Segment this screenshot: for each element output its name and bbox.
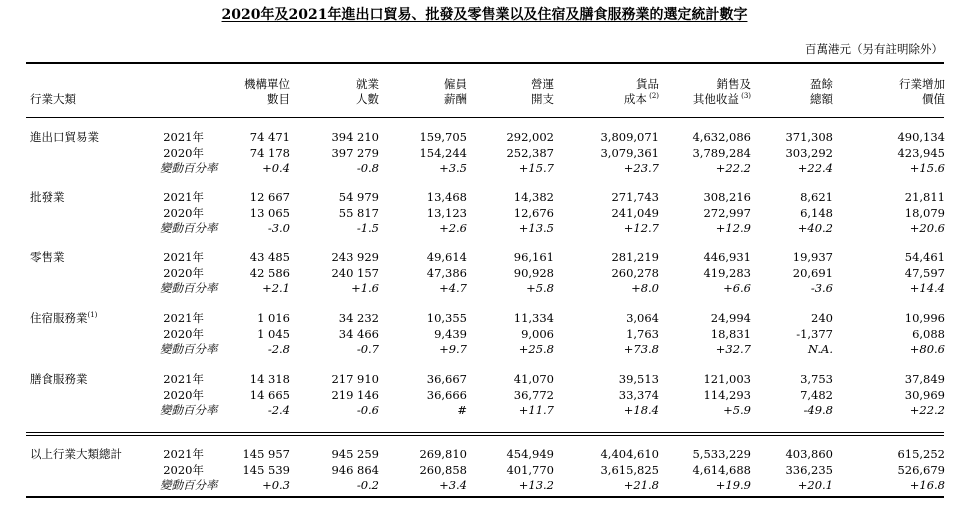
table-cell: +5.9: [723, 403, 751, 417]
column-header-line2: 價值: [922, 92, 945, 106]
table-cell: 260,278: [611, 265, 659, 280]
table-cell: 55 817: [338, 205, 379, 220]
bottom-rule: [26, 496, 944, 498]
table-cell: +2.6: [439, 221, 467, 235]
table-cell: -0.8: [356, 161, 379, 175]
row-label-year: 2021年: [163, 447, 204, 461]
table-cell: 33,374: [618, 387, 659, 402]
table-cell: 272,997: [703, 205, 751, 220]
column-header-line2: 成本 $^{(2)}$: [623, 92, 659, 106]
column-header-footnote: (2): [646, 92, 659, 101]
table-cell: +12.9: [715, 221, 751, 235]
column-header-7: [743, 77, 833, 107]
table-cell: +3.5: [439, 161, 467, 175]
table-cell: 260,858: [419, 462, 467, 477]
table-cell: +12.7: [623, 221, 659, 235]
table-cell: 3,064: [626, 311, 659, 325]
column-header-line2: 人數: [356, 92, 379, 106]
row-label-year: 2020年: [163, 145, 204, 160]
table-cell: 14 665: [249, 387, 290, 402]
column-header-5: [569, 77, 659, 107]
table-cell: 4,404,610: [600, 447, 659, 461]
industry-label: 住宿服務業$^{(1)}$: [30, 311, 98, 325]
table-cell: 240: [811, 311, 833, 325]
table-cell: 34 466: [338, 326, 379, 341]
table-cell: 42 586: [249, 265, 290, 280]
industry-label: 膳食服務業: [30, 372, 88, 386]
table-cell: +0.4: [262, 161, 290, 175]
column-header-line1: 就業: [356, 77, 379, 91]
table-cell: 18,831: [710, 326, 751, 341]
table-cell: 159,705: [419, 130, 467, 144]
table-cell: 13 065: [249, 205, 290, 220]
column-header-2: [289, 77, 379, 107]
row-label-percent-change: 變動百分率: [160, 281, 218, 295]
table-cell: +14.4: [909, 281, 945, 295]
table-cell: 615,252: [897, 447, 945, 461]
table-cell: +4.7: [439, 281, 467, 295]
column-header-line1: 機構單位: [244, 77, 290, 91]
table-cell: 945 259: [331, 447, 379, 461]
row-label-percent-change: 變動百分率: [160, 342, 218, 356]
column-header-line2: 其他收益 $^{(3)}$: [692, 92, 751, 106]
table-cell: +32.7: [715, 342, 751, 356]
table-cell: 21,811: [904, 190, 945, 204]
table-cell: +8.0: [631, 281, 659, 295]
industry-label: 批發業: [30, 190, 65, 204]
table-cell: 292,002: [506, 130, 554, 144]
table-cell: +19.9: [715, 478, 751, 492]
table-cell: +1.6: [351, 281, 379, 295]
industry-footnote: (1): [87, 311, 98, 320]
table-cell: +23.7: [623, 161, 659, 175]
table-cell: 336,235: [785, 462, 833, 477]
table-cell: 1 016: [257, 311, 290, 325]
row-label-year: 2020年: [163, 387, 204, 402]
table-cell: +11.7: [518, 403, 554, 417]
table-cell: +15.6: [909, 161, 945, 175]
table-cell: +22.2: [715, 161, 751, 175]
column-header-line2: 總額: [810, 92, 833, 106]
table-cell: 7,482: [800, 387, 833, 402]
table-cell: 24,994: [710, 311, 751, 325]
table-cell: 49,614: [426, 250, 467, 264]
table-cell: 20,691: [792, 265, 833, 280]
table-cell: 8,621: [800, 190, 833, 204]
table-cell: +25.8: [518, 342, 554, 356]
table-cell: +73.8: [623, 342, 659, 356]
table-cell: +0.3: [262, 478, 290, 492]
table-cell: 401,770: [506, 462, 554, 477]
row-label-year: 2021年: [163, 250, 204, 264]
table-cell: 39,513: [618, 372, 659, 386]
table-cell: +40.2: [797, 221, 833, 235]
table-cell: 121,003: [703, 372, 751, 386]
table-cell: -2.8: [267, 342, 290, 356]
table-cell: 394 210: [331, 130, 379, 144]
column-header-line1: 貨品: [636, 77, 659, 91]
table-cell: +20.1: [797, 478, 833, 492]
table-cell: 419,283: [703, 265, 751, 280]
table-cell: 4,614,688: [692, 462, 751, 477]
table-cell: +13.2: [518, 478, 554, 492]
table-cell: +18.4: [623, 403, 659, 417]
table-cell: +20.6: [909, 221, 945, 235]
column-header-line2: 數目: [267, 92, 290, 106]
table-cell: 371,308: [785, 130, 833, 144]
table-cell: 10,355: [426, 311, 467, 325]
table-cell: -3.0: [267, 221, 290, 235]
table-cell: 1,763: [626, 326, 659, 341]
table-cell: 47,386: [426, 265, 467, 280]
table-cell: 36,772: [513, 387, 554, 402]
row-label-percent-change: 變動百分率: [160, 403, 218, 417]
column-header-line2: 薪酬: [444, 92, 467, 106]
table-cell: 43 485: [249, 250, 290, 264]
table-cell: 5,533,229: [692, 447, 751, 461]
table-cell: -49.8: [803, 403, 833, 417]
row-label-year: 2021年: [163, 130, 204, 144]
table-cell: 74 178: [249, 145, 290, 160]
row-label-year: 2021年: [163, 311, 204, 325]
industry-label: 以上行業大類總計: [30, 447, 122, 461]
table-cell: 308,216: [703, 190, 751, 204]
table-cell: 281,219: [611, 250, 659, 264]
table-cell: 10,996: [904, 311, 945, 325]
table-cell: -0.2: [356, 478, 379, 492]
table-cell: 14,382: [513, 190, 554, 204]
table-cell: 19,937: [792, 250, 833, 264]
column-header-line2: 開支: [531, 92, 554, 106]
row-label-year: 2020年: [163, 462, 204, 477]
table-cell: 240 157: [331, 265, 379, 280]
table-cell: 18,079: [904, 205, 945, 220]
row-label-year: 2021年: [163, 190, 204, 204]
table-cell: -2.4: [267, 403, 290, 417]
row-label-percent-change: 變動百分率: [160, 221, 218, 235]
table-cell: 6,148: [800, 205, 833, 220]
industry-label: 零售業: [30, 250, 65, 264]
column-header-line1: 僱員: [444, 77, 467, 91]
table-cell: 3,079,361: [600, 145, 659, 160]
table-cell: +2.1: [262, 281, 290, 295]
table-cell: +3.4: [439, 478, 467, 492]
table-cell: 3,615,825: [600, 462, 659, 477]
table-cell: 269,810: [419, 447, 467, 461]
column-header-4: [464, 77, 554, 107]
table-cell: 154,244: [419, 145, 467, 160]
table-cell: 34 232: [338, 311, 379, 325]
unit-note: 百萬港元（另有註明除外）: [805, 42, 943, 56]
table-title: 2020年及2021年進出口貿易、批發及零售業以及住宿及膳食服務業的選定統計數字: [221, 7, 748, 23]
row-label-year: 2021年: [163, 372, 204, 386]
table-cell: 145 957: [242, 447, 290, 461]
table-cell: +9.7: [439, 342, 467, 356]
column-header-8: [855, 77, 945, 107]
table-cell: +13.5: [518, 221, 554, 235]
table-cell: +6.6: [723, 281, 751, 295]
table-cell: 271,743: [611, 190, 659, 204]
header-industry: 行業大類: [30, 92, 76, 106]
table-cell: 47,597: [904, 265, 945, 280]
table-cell: +5.8: [526, 281, 554, 295]
table-cell: 6,088: [912, 326, 945, 341]
table-cell: 219 146: [331, 387, 379, 402]
table-cell: 12,676: [513, 205, 554, 220]
column-header-line1: 行業增加: [899, 77, 945, 91]
table-cell: 13,468: [426, 190, 467, 204]
row-label-percent-change: 變動百分率: [160, 161, 218, 175]
table-cell: 12 667: [249, 190, 290, 204]
table-cell: +22.2: [909, 403, 945, 417]
table-cell: 30,969: [904, 387, 945, 402]
table-cell: 241,049: [611, 205, 659, 220]
table-cell: 74 471: [249, 130, 290, 144]
industry-label: 進出口貿易業: [30, 130, 99, 144]
table-cell: 490,134: [897, 130, 945, 144]
total-separator-rule-2: [26, 435, 944, 436]
top-rule: [26, 62, 944, 64]
table-cell: 54,461: [904, 250, 945, 264]
table-cell: 114,293: [703, 387, 751, 402]
column-header-line1: 銷售及: [716, 77, 751, 91]
row-label-year: 2020年: [163, 326, 204, 341]
table-cell: 3,753: [800, 372, 833, 386]
table-cell: N.A.: [808, 342, 833, 356]
table-cell: 217 910: [331, 372, 379, 386]
table-cell: 4,632,086: [692, 130, 751, 144]
column-header-6: [661, 77, 751, 107]
table-cell: #: [457, 403, 467, 417]
table-cell: 36,667: [426, 372, 467, 386]
table-cell: 9,006: [521, 326, 554, 341]
table-cell: -0.7: [356, 342, 379, 356]
table-cell: 41,070: [513, 372, 554, 386]
table-cell: +21.8: [623, 478, 659, 492]
table-cell: -3.6: [810, 281, 833, 295]
table-cell: +15.7: [518, 161, 554, 175]
row-label-percent-change: 變動百分率: [160, 478, 218, 492]
table-cell: +22.4: [797, 161, 833, 175]
table-cell: -0.6: [356, 403, 379, 417]
table-cell: 14 318: [249, 372, 290, 386]
table-cell: -1.5: [356, 221, 379, 235]
column-header-footnote: (3): [738, 92, 751, 101]
table-cell: 37,849: [904, 372, 945, 386]
column-header-3: [377, 77, 467, 107]
table-cell: 403,860: [785, 447, 833, 461]
table-cell: 96,161: [513, 250, 554, 264]
table-cell: 946 864: [331, 462, 379, 477]
table-cell: 3,809,071: [600, 130, 659, 144]
table-cell: -1,377: [796, 326, 833, 341]
table-cell: 303,292: [785, 145, 833, 160]
table-cell: 145 539: [242, 462, 290, 477]
table-cell: 454,949: [506, 447, 554, 461]
row-label-year: 2020年: [163, 265, 204, 280]
table-cell: 36,666: [426, 387, 467, 402]
table-cell: 3,789,284: [692, 145, 751, 160]
table-cell: 9,439: [434, 326, 467, 341]
table-cell: 243 929: [331, 250, 379, 264]
table-cell: 13,123: [426, 205, 467, 220]
table-cell: 54 979: [338, 190, 379, 204]
table-cell: 252,387: [506, 145, 554, 160]
column-header-line1: 盈餘: [810, 77, 833, 91]
header-rule: [26, 117, 944, 118]
total-separator-rule-1: [26, 432, 944, 433]
table-cell: +80.6: [909, 342, 945, 356]
table-cell: 1 045: [257, 326, 290, 341]
table-cell: 11,334: [513, 311, 554, 325]
table-cell: 446,931: [703, 250, 751, 264]
column-header-1: [200, 77, 290, 107]
table-cell: 90,928: [513, 265, 554, 280]
table-cell: 423,945: [897, 145, 945, 160]
table-cell: +16.8: [909, 478, 945, 492]
table-cell: 397 279: [331, 145, 379, 160]
column-header-line1: 營運: [531, 77, 554, 91]
row-label-year: 2020年: [163, 205, 204, 220]
table-cell: 526,679: [897, 462, 945, 477]
